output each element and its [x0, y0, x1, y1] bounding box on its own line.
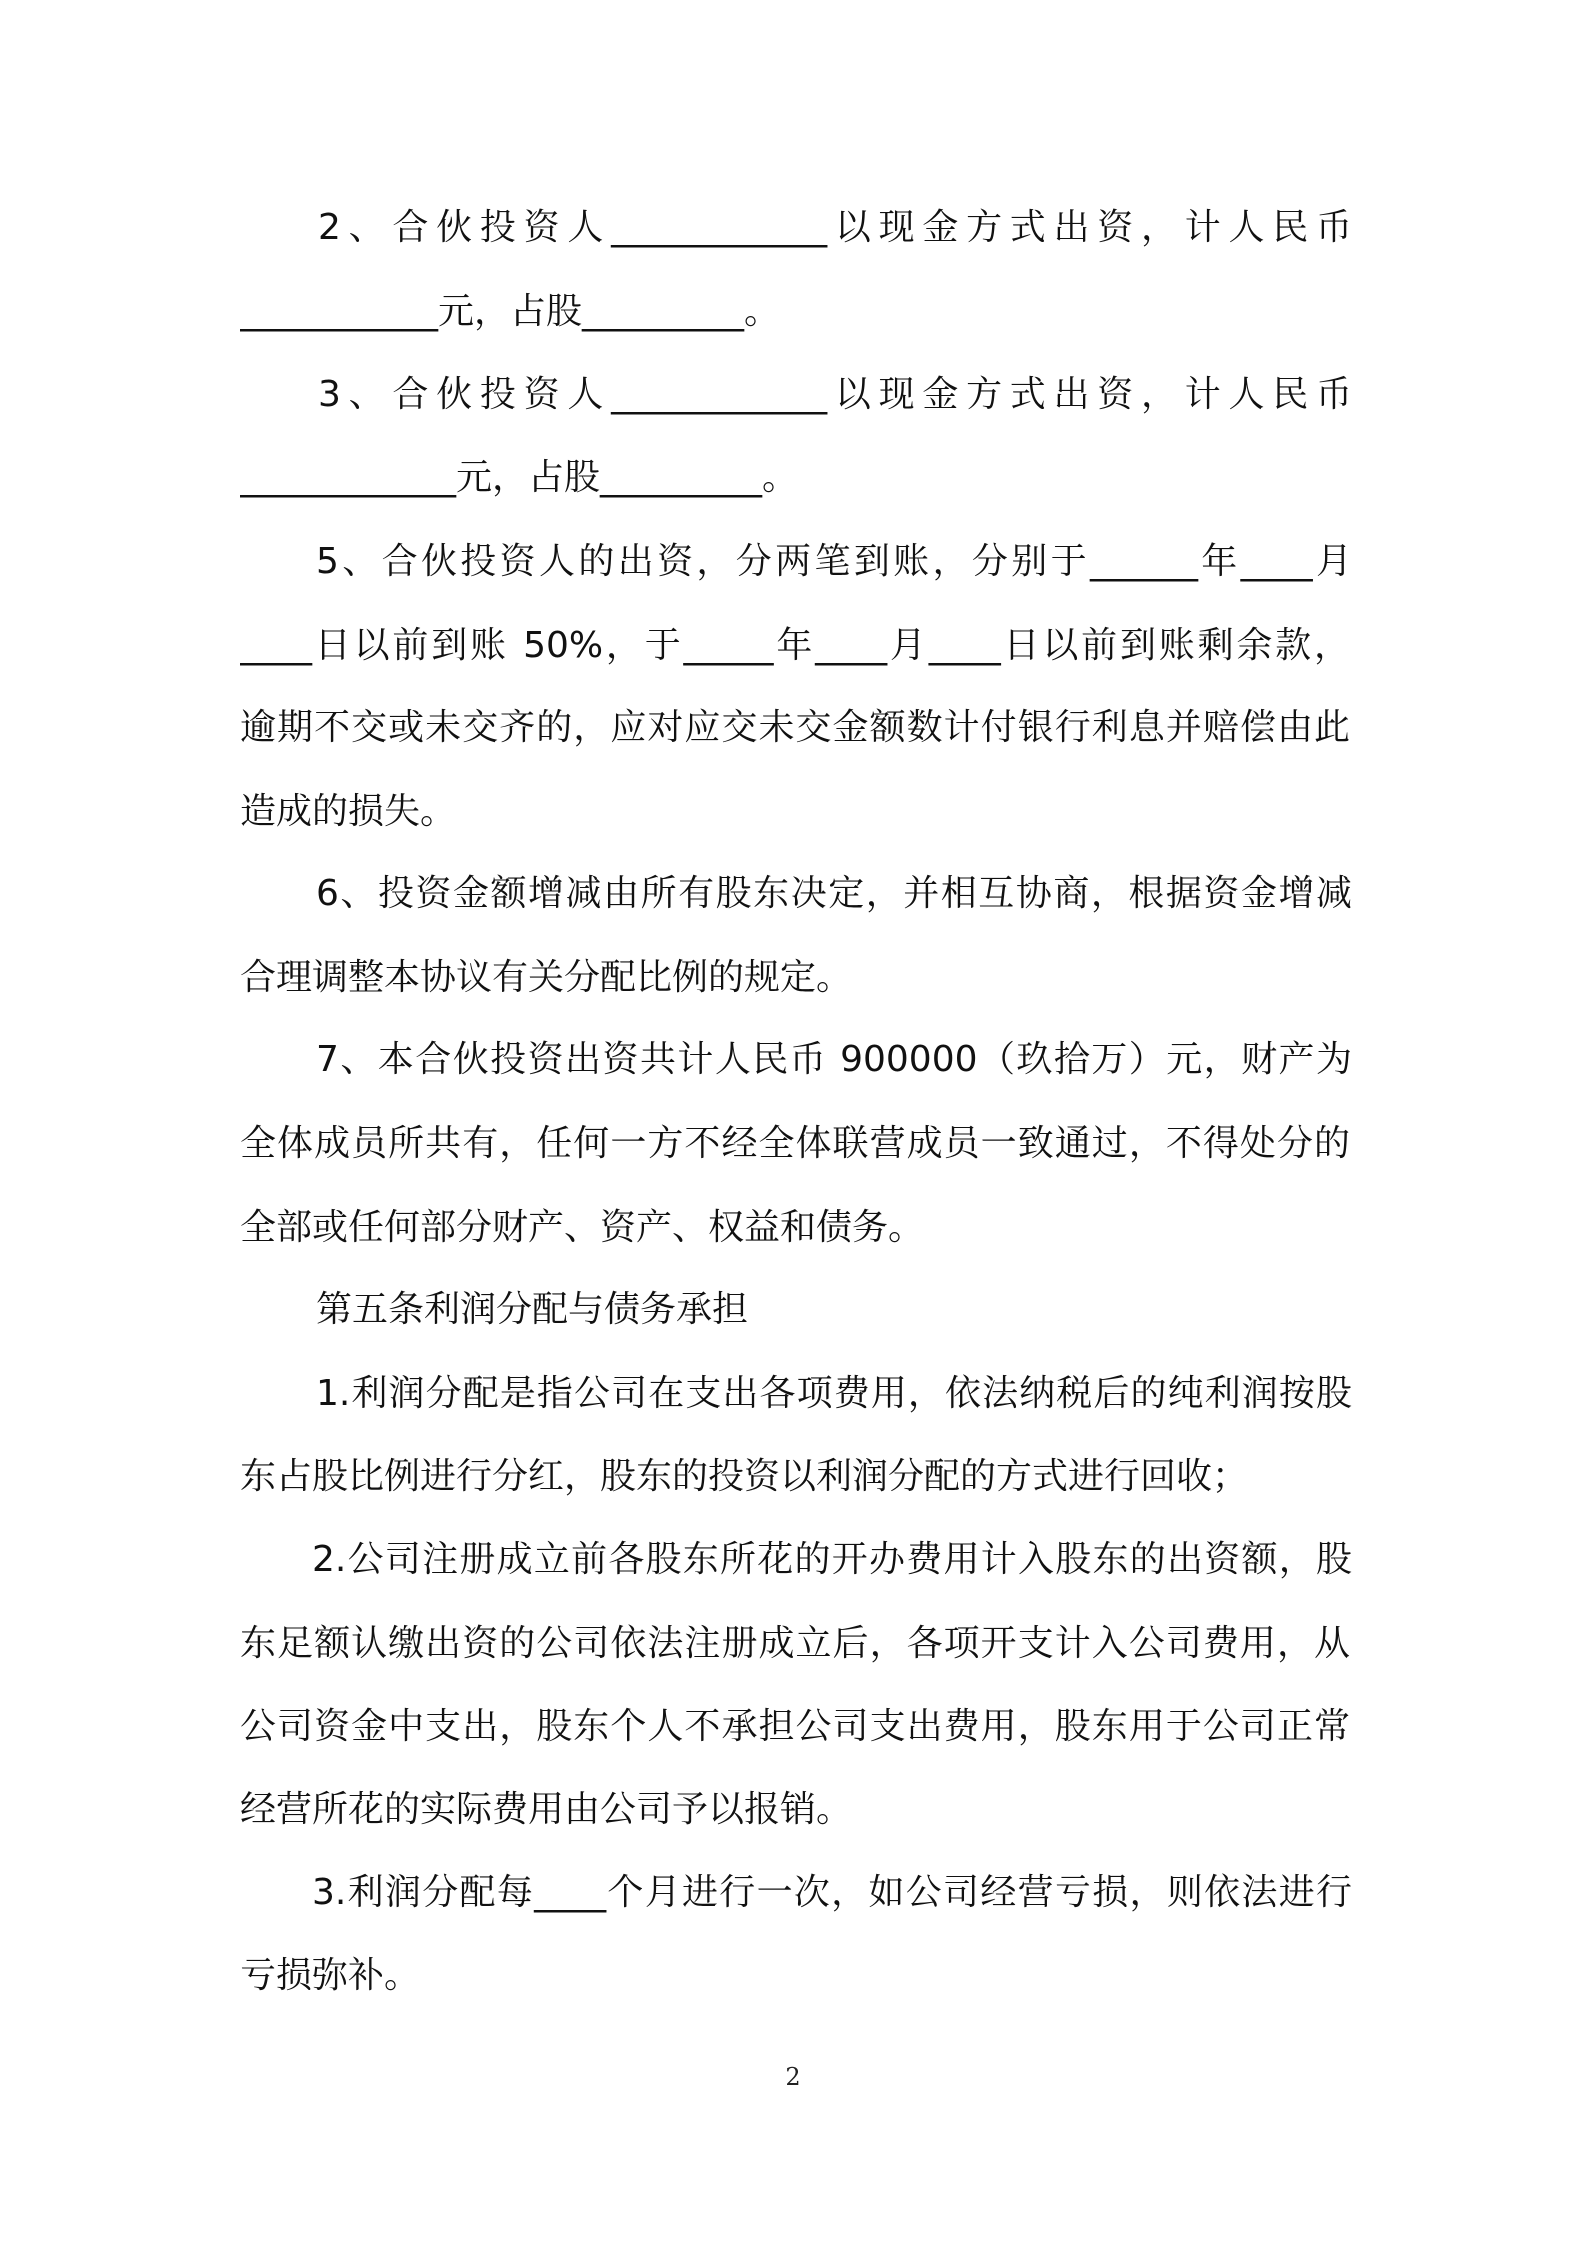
clause-6-line-2: 合理调整本协议有关分配比例的规定。 — [240, 957, 853, 998]
clause-7-line-2: 全体成员所共有，任何一方不经全体联营成员一致通过，不得处分的 — [240, 1123, 1350, 1164]
clause-3-line-2: ____________元，占股_________。 — [240, 457, 799, 498]
clause-7-line-1: 7、本合伙投资出资共计人民币 900000（玖拾万）元，财产为 — [316, 1039, 1352, 1080]
item-3-line-1: 3.利润分配每____个月进行一次，如公司经营亏损，则依法进行 — [312, 1872, 1352, 1913]
item-2-line-1: 2.公司注册成立前各股东所花的开办费用计入股东的出资额，股 — [312, 1539, 1352, 1580]
item-1-line-2: 东占股比例进行分红，股东的投资以利润分配的方式进行回收； — [240, 1456, 1249, 1497]
clause-5-line-1: 5、合伙投资人的出资，分两笔到账，分别于______年____月 — [316, 541, 1352, 582]
clause-2-line-2: ___________元，占股_________。 — [240, 291, 781, 332]
clause-5-line-2: ____日以前到账 50%，于_____年____月____日以前到账剩余款， — [240, 625, 1350, 666]
clause-6-line-1: 6、投资金额增减由所有股东决定，并相互协商，根据资金增减 — [316, 873, 1352, 914]
article-5-heading: 第五条利润分配与债务承担 — [316, 1289, 749, 1330]
item-2-line-4: 经营所花的实际费用由公司予以报销。 — [240, 1789, 853, 1830]
item-1-line-1: 1.利润分配是指公司在支出各项费用，依法纳税后的纯利润按股 — [316, 1373, 1352, 1414]
clause-7-line-3: 全部或任何部分财产、资产、权益和债务。 — [240, 1207, 925, 1248]
clause-5-line-3: 逾期不交或未交齐的，应对应交未交金额数计付银行利息并赔偿由此 — [240, 707, 1350, 748]
clause-3-line-1: 3、合伙投资人____________以现金方式出资，计人民币 — [318, 374, 1352, 415]
clause-2-line-1: 2、合伙投资人____________以现金方式出资，计人民币 — [318, 207, 1352, 248]
item-3-line-2: 亏损弥补。 — [240, 1955, 421, 1996]
item-2-line-2: 东足额认缴出资的公司依法注册成立后，各项开支计入公司费用，从 — [240, 1623, 1350, 1664]
item-2-line-3: 公司资金中支出，股东个人不承担公司支出费用，股东用于公司正常 — [240, 1706, 1350, 1747]
page-number: 2 — [785, 2063, 801, 2091]
clause-5-line-4: 造成的损失。 — [240, 791, 457, 832]
